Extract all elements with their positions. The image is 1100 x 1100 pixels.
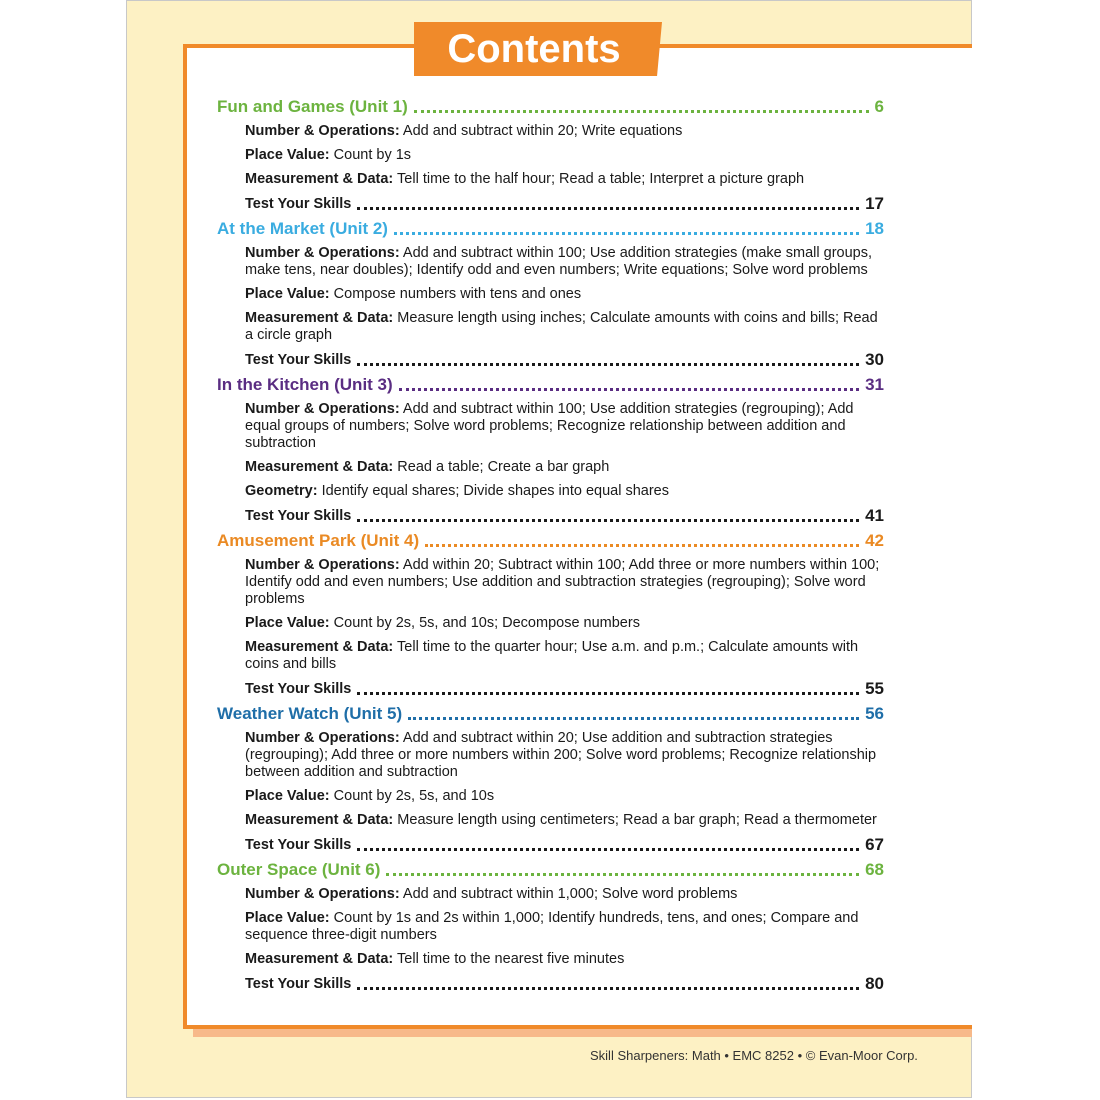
unit-section <box>217 857 884 996</box>
test-label: Test Your Skills <box>245 196 352 212</box>
topic-label: Measurement & Data: <box>245 310 394 326</box>
unit-heading[interactable] <box>217 216 884 242</box>
test-your-skills-row[interactable] <box>245 677 884 701</box>
unit-heading[interactable] <box>217 94 884 120</box>
unit-heading[interactable] <box>217 372 884 398</box>
topic-line <box>245 398 885 456</box>
unit-title: Amusement Park (Unit 4) <box>217 531 420 550</box>
topic-line <box>245 242 885 283</box>
unit-heading[interactable] <box>217 528 884 554</box>
topic-text: Tell time to the nearest five minutes <box>397 951 625 967</box>
test-your-skills-row[interactable] <box>245 348 884 372</box>
test-label: Test Your Skills <box>245 681 352 697</box>
leader-dots <box>386 872 859 876</box>
table-of-contents <box>217 94 884 996</box>
topic-label: Number & Operations: <box>245 123 400 139</box>
topic-label: Measurement & Data: <box>245 459 394 475</box>
leader-dots <box>357 847 859 851</box>
topic-text: Add and subtract within 100; Use addition strategies (make small groups, make tens, near doubles); Identify odd and even numbers; Write equations; Solve word problems <box>245 245 872 278</box>
topic-text: Count by 1s <box>333 147 412 163</box>
unit-section <box>217 216 884 372</box>
leader-dots <box>394 231 859 235</box>
topic-text: Count by 2s, 5s, and 10s; Decompose numbers <box>333 615 640 631</box>
leader-dots <box>357 691 859 695</box>
topic-line <box>245 307 885 348</box>
topic-label: Place Value: <box>245 910 330 926</box>
test-page-number: 80 <box>865 974 884 993</box>
unit-title: At the Market (Unit 2) <box>217 219 388 238</box>
topic-text: Count by 1s and 2s within 1,000; Identify hundreds, tens, and ones; Compare and sequence three-digit numbers <box>245 910 859 943</box>
topic-label: Measurement & Data: <box>245 171 394 187</box>
topic-line <box>245 636 885 677</box>
test-page-number: 17 <box>865 194 884 213</box>
topic-line <box>245 612 885 636</box>
unit-section <box>217 372 884 528</box>
unit-title: Weather Watch (Unit 5) <box>217 704 403 723</box>
leader-dots <box>357 986 859 990</box>
topic-text: Add and subtract within 100; Use addition strategies (regrouping); Add equal groups of numbers; Solve word problems; Recognize relationship between addition and subtraction <box>245 401 854 451</box>
footer-credit: Skill Sharpeners: Math • EMC 8252 • © Evan-Moor Corp. <box>590 1048 918 1063</box>
topic-label: Measurement & Data: <box>245 951 394 967</box>
topic-label: Measurement & Data: <box>245 639 394 655</box>
leader-dots <box>357 206 859 210</box>
unit-page-number: 6 <box>874 97 884 116</box>
topic-line <box>245 727 885 785</box>
topic-label: Place Value: <box>245 147 330 163</box>
topic-text: Add and subtract within 20; Write equations <box>402 123 683 139</box>
topic-text: Add and subtract within 20; Use addition and subtraction strategies (regrouping); Add three or more numbers within 200; Solve word problems; Recognize relationship between addition and subtraction <box>245 730 877 780</box>
topic-label: Place Value: <box>245 286 330 302</box>
topic-text: Measure length using centimeters; Read a bar graph; Read a thermometer <box>397 812 877 828</box>
topic-label: Number & Operations: <box>245 245 400 261</box>
leader-dots <box>357 518 859 522</box>
topic-text: Read a table; Create a bar graph <box>397 459 610 475</box>
test-label: Test Your Skills <box>245 352 352 368</box>
unit-page-number: 31 <box>865 375 884 394</box>
unit-page-number: 56 <box>865 704 884 723</box>
leader-dots <box>414 109 869 113</box>
test-page-number: 67 <box>865 835 884 854</box>
topic-line <box>245 120 885 144</box>
test-your-skills-row[interactable] <box>245 833 884 857</box>
unit-title: In the Kitchen (Unit 3) <box>217 375 393 394</box>
unit-page-number: 68 <box>865 860 884 879</box>
unit-title: Fun and Games (Unit 1) <box>217 97 408 116</box>
topic-line <box>245 456 885 480</box>
test-page-number: 41 <box>865 506 884 525</box>
leader-dots <box>425 543 859 547</box>
topic-line <box>245 883 885 907</box>
test-label: Test Your Skills <box>245 508 352 524</box>
topic-text: Measure length using inches; Calculate amounts with coins and bills; Read a circle graph <box>245 310 878 343</box>
leader-dots <box>399 387 859 391</box>
page-title: Contents <box>447 27 621 71</box>
topic-line <box>245 144 885 168</box>
topic-line <box>245 907 885 948</box>
test-your-skills-row[interactable] <box>245 972 884 996</box>
leader-dots <box>357 362 859 366</box>
topic-label: Number & Operations: <box>245 557 400 573</box>
unit-section <box>217 701 884 857</box>
topic-label: Number & Operations: <box>245 886 400 902</box>
topic-line <box>245 809 885 833</box>
test-page-number: 55 <box>865 679 884 698</box>
unit-heading[interactable] <box>217 701 884 727</box>
test-your-skills-row[interactable] <box>245 192 884 216</box>
unit-title: Outer Space (Unit 6) <box>217 860 381 879</box>
unit-heading[interactable] <box>217 857 884 883</box>
topic-line <box>245 168 885 192</box>
test-label: Test Your Skills <box>245 976 352 992</box>
topic-label: Place Value: <box>245 788 330 804</box>
topic-text: Tell time to the quarter hour; Use a.m. and p.m.; Calculate amounts with coins and bills <box>245 639 859 672</box>
unit-page-number: 18 <box>865 219 884 238</box>
unit-section <box>217 528 884 701</box>
topic-label: Number & Operations: <box>245 730 400 746</box>
test-page-number: 30 <box>865 350 884 369</box>
topic-text: Identify equal shares; Divide shapes into equal shares <box>321 483 669 499</box>
topic-label: Measurement & Data: <box>245 812 394 828</box>
topic-text: Add and subtract within 1,000; Solve word problems <box>402 886 738 902</box>
test-your-skills-row[interactable] <box>245 504 884 528</box>
unit-section <box>217 94 884 216</box>
test-label: Test Your Skills <box>245 837 352 853</box>
topic-line <box>245 948 885 972</box>
topic-text: Tell time to the half hour; Read a table; Interpret a picture graph <box>397 171 805 187</box>
topic-line <box>245 283 885 307</box>
leader-dots <box>408 716 859 720</box>
topic-label: Geometry: <box>245 483 318 499</box>
topic-text: Add within 20; Subtract within 100; Add three or more numbers within 100; Identify odd and even numbers; Use addition and subtraction strategies (regrouping); Solve word problems <box>245 557 880 607</box>
topic-line <box>245 480 885 504</box>
topic-line <box>245 554 885 612</box>
unit-page-number: 42 <box>865 531 884 550</box>
topic-label: Number & Operations: <box>245 401 400 417</box>
topic-line <box>245 785 885 809</box>
topic-text: Compose numbers with tens and ones <box>333 286 582 302</box>
topic-text: Count by 2s, 5s, and 10s <box>333 788 495 804</box>
topic-label: Place Value: <box>245 615 330 631</box>
